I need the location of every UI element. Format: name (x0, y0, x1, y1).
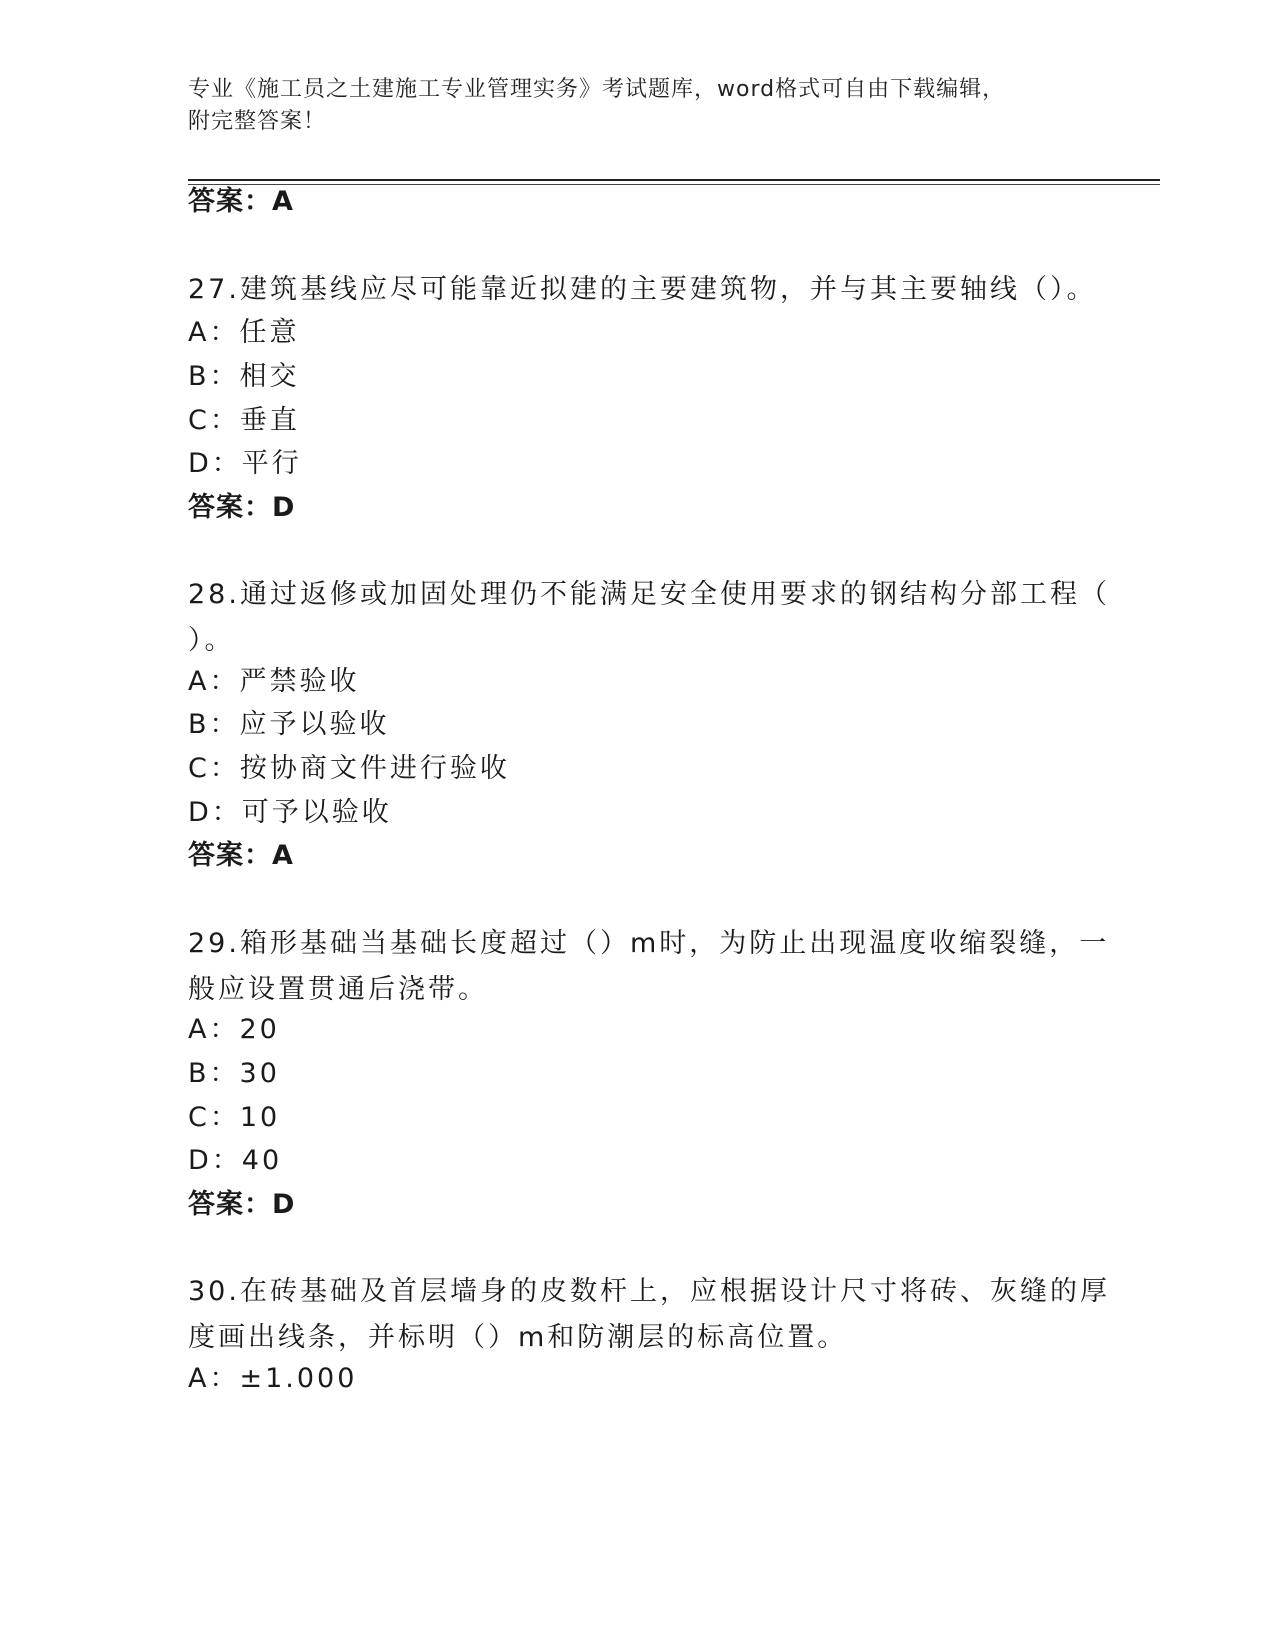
option-d: D：40 (188, 1145, 283, 1176)
option-d: D：平行 (188, 448, 302, 479)
question-text-line: 般应设置贯通后浇带。 (188, 974, 488, 1005)
question-text-line: 27.建筑基线应尽可能靠近拟建的主要建筑物，并与其主要轴线（）。 (188, 274, 1097, 305)
question-text-line: ）。 (188, 625, 235, 656)
question-text-line: 29.箱形基础当基础长度超过（）m时，为防止出现温度收缩裂缝，一 (188, 928, 1110, 959)
header-divider-thin (188, 184, 1160, 185)
header-divider-thick (188, 179, 1160, 181)
option-a: A：20 (188, 1014, 280, 1045)
header-line-1: 专业《施工员之土建施工专业管理实务》考试题库，word格式可自由下载编辑， (188, 77, 1006, 102)
header-line-2: 附完整答案！ (188, 109, 327, 134)
document-header (188, 74, 1088, 138)
option-b: B：应予以验收 (188, 709, 390, 740)
option-a: A：严禁验收 (188, 666, 360, 697)
option-b: B：30 (188, 1058, 280, 1089)
question-29 (188, 921, 1110, 1013)
answer-label: 答案：A (188, 186, 294, 217)
answer-label: 答案：A (188, 840, 294, 871)
option-b: B：相交 (188, 361, 300, 392)
question-30 (188, 1269, 1110, 1361)
option-a: A：±1.000 (188, 1363, 358, 1394)
question-text-line: 28.通过返修或加固处理仍不能满足安全使用要求的钢结构分部工程（ (188, 579, 1110, 610)
answer-label: 答案：D (188, 1189, 296, 1220)
option-c: C：按协商文件进行验收 (188, 753, 510, 784)
option-d: D：可予以验收 (188, 797, 392, 828)
option-c: C：10 (188, 1102, 281, 1133)
question-text-line: 30.在砖基础及首层墙身的皮数杆上，应根据设计尺寸将砖、灰缝的厚 (188, 1276, 1110, 1307)
question-27 (188, 267, 1097, 313)
question-28 (188, 572, 1110, 664)
question-text-line: 度画出线条，并标明（）m和防潮层的标高位置。 (188, 1322, 848, 1353)
option-a: A：任意 (188, 317, 300, 348)
answer-label: 答案：D (188, 492, 296, 523)
option-c: C：垂直 (188, 405, 300, 436)
